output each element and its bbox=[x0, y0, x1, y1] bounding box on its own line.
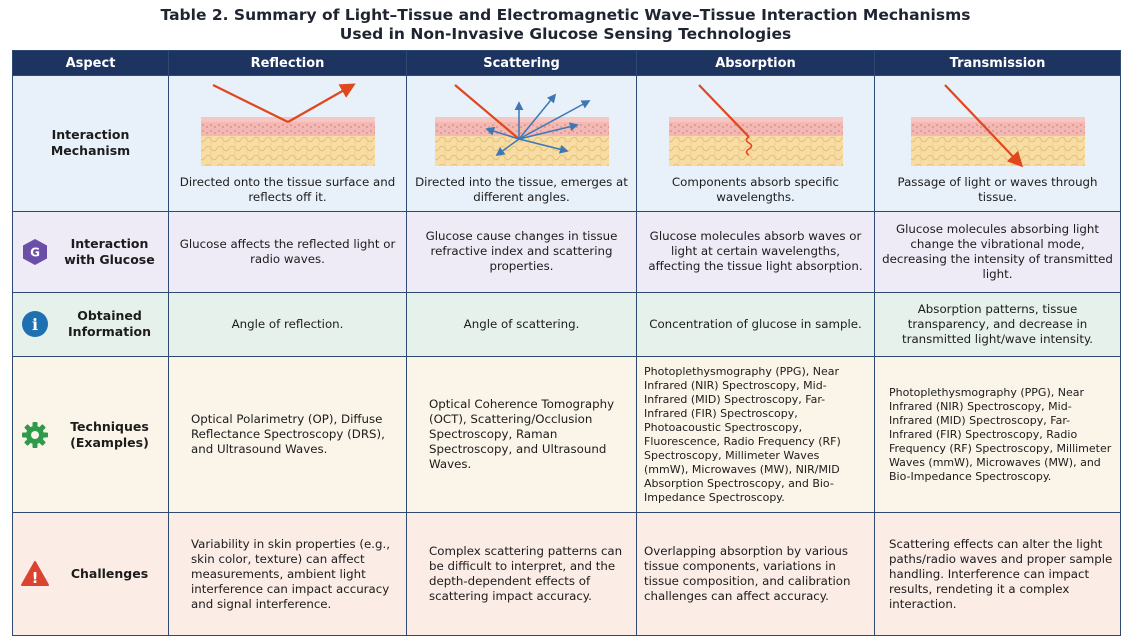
aspect-label: Obtained Information bbox=[68, 308, 151, 340]
info-icon-letter: i bbox=[31, 315, 39, 335]
header-aspect: Aspect bbox=[13, 51, 169, 76]
info-icon bbox=[20, 309, 50, 339]
techniques-cell-transmission: Photoplethysmography (PPG), Near Infrared (NIR) Spectroscopy, Mid-Infrared (MID) Spectroscopy, Far-Infrared (FIR) Spectroscopy, Radio Frequency (RF) Spectroscopy, Millimeter Waves (mmW), Microwaves (MW), and Bio-Impedance Spectroscopy. bbox=[875, 356, 1121, 512]
information-cell-reflection: Angle of reflection. bbox=[169, 292, 407, 356]
aspect-cell bbox=[13, 513, 169, 636]
warning-icon bbox=[20, 559, 50, 589]
glucose-cell-transmission: Glucose molecules absorbing light change the vibrational mode, decreasing the intensity of transmitted light. bbox=[875, 211, 1121, 292]
aspect-cell bbox=[13, 292, 169, 356]
glucose-cell-scattering: Glucose cause changes in tissue refractive index and scattering properties. bbox=[407, 211, 637, 292]
warning-icon-letter: ! bbox=[31, 569, 39, 588]
table-title bbox=[0, 6, 1131, 44]
header-transmission: Transmission bbox=[875, 51, 1121, 76]
challenges-cell-absorption: Overlapping absorption by various tissue components, variations in tissue composition, and calibration challenges can affect accuracy. bbox=[637, 513, 875, 636]
information-cell-absorption: Concentration of glucose in sample. bbox=[637, 292, 875, 356]
header-row bbox=[13, 51, 1121, 76]
mechanism-caption-absorption: Components absorb specific wavelengths. bbox=[671, 175, 840, 205]
glucose-cell-absorption: Glucose molecules absorb waves or light at certain wavelengths, affecting the tissue light absorption. bbox=[637, 211, 875, 292]
absorption-diagram bbox=[661, 81, 851, 171]
mechanism-cell-scattering bbox=[407, 76, 637, 212]
mechanism-cell-absorption bbox=[637, 76, 875, 212]
aspect-label: Interaction with Glucose bbox=[64, 235, 155, 267]
row-challenges bbox=[13, 513, 1121, 636]
scattering-diagram bbox=[427, 81, 617, 171]
table-title-line-1: Table 2. Summary of Light–Tissue and Electromagnetic Wave–Tissue Interaction Mechanisms bbox=[160, 6, 971, 24]
row-obtained-information bbox=[13, 292, 1121, 356]
mechanism-cell-transmission bbox=[875, 76, 1121, 212]
challenges-cell-scattering: Complex scattering patterns can be difficult to interpret, and the depth-dependent effects of scattering impact accuracy. bbox=[407, 513, 637, 636]
transmission-diagram bbox=[903, 81, 1093, 171]
interaction-mechanisms-table bbox=[12, 50, 1121, 636]
header-absorption: Absorption bbox=[637, 51, 875, 76]
header-scattering: Scattering bbox=[407, 51, 637, 76]
reflection-diagram bbox=[193, 81, 383, 171]
challenges-cell-transmission: Scattering effects can alter the light paths/radio waves and proper sample handling. Interference can impact results, rendeting it a complex interaction. bbox=[875, 513, 1121, 636]
information-cell-transmission: Absorption patterns, tissue transparency, and decrease in transmitted light/wave intensity. bbox=[875, 292, 1121, 356]
aspect-cell bbox=[13, 211, 169, 292]
row-techniques bbox=[13, 356, 1121, 512]
glucose-hexagon-icon bbox=[20, 237, 50, 267]
row-interaction-mechanism bbox=[13, 76, 1121, 212]
mechanism-caption-scattering: Directed into the tissue, emerges at different angles. bbox=[415, 175, 628, 205]
techniques-cell-absorption: Photoplethysmography (PPG), Near Infrared (NIR) Spectroscopy, Mid-Infrared (MID) Spectroscopy, Far-Infrared (FIR) Spectroscopy, Photoacoustic Spectroscopy, Fluorescence, Radio Frequency (RF) Spectroscopy, Millimeter Waves (mmW), Microwaves (MW), NIR/MID Absorption Spectroscopy, and Bio-Impedance Spectroscopy. bbox=[637, 356, 875, 512]
mechanism-cell-reflection bbox=[169, 76, 407, 212]
aspect-label: Interaction Mechanism bbox=[50, 127, 131, 159]
header-reflection: Reflection bbox=[169, 51, 407, 76]
table-title-line-2: Used in Non-Invasive Glucose Sensing Technologies bbox=[339, 25, 792, 43]
aspect-cell bbox=[13, 76, 169, 212]
mechanism-caption-transmission: Passage of light or waves through tissue. bbox=[897, 175, 1098, 205]
glucose-cell-reflection: Glucose affects the reflected light or radio waves. bbox=[169, 211, 407, 292]
challenges-cell-reflection: Variability in skin properties (e.g., skin color, texture) can affect measurements, ambient light interference can impact accuracy and signal interference. bbox=[169, 513, 407, 636]
aspect-label: Challenges bbox=[70, 566, 149, 582]
row-interaction-with-glucose bbox=[13, 211, 1121, 292]
information-cell-scattering: Angle of scattering. bbox=[407, 292, 637, 356]
glucose-icon-letter: G bbox=[30, 245, 40, 260]
gear-icon bbox=[20, 420, 50, 450]
techniques-cell-reflection: Optical Polarimetry (OP), Diffuse Reflectance Spectroscopy (DRS), and Ultrasound Waves. bbox=[169, 356, 407, 512]
mechanism-caption-reflection: Directed onto the tissue surface and reflects off it. bbox=[179, 175, 396, 205]
aspect-cell bbox=[13, 356, 169, 512]
aspect-label: Techniques (Examples) bbox=[70, 418, 149, 450]
techniques-cell-scattering: Optical Coherence Tomography (OCT), Scattering/Occlusion Spectroscopy, Raman Spectroscopy, and Ultrasound Waves. bbox=[407, 356, 637, 512]
